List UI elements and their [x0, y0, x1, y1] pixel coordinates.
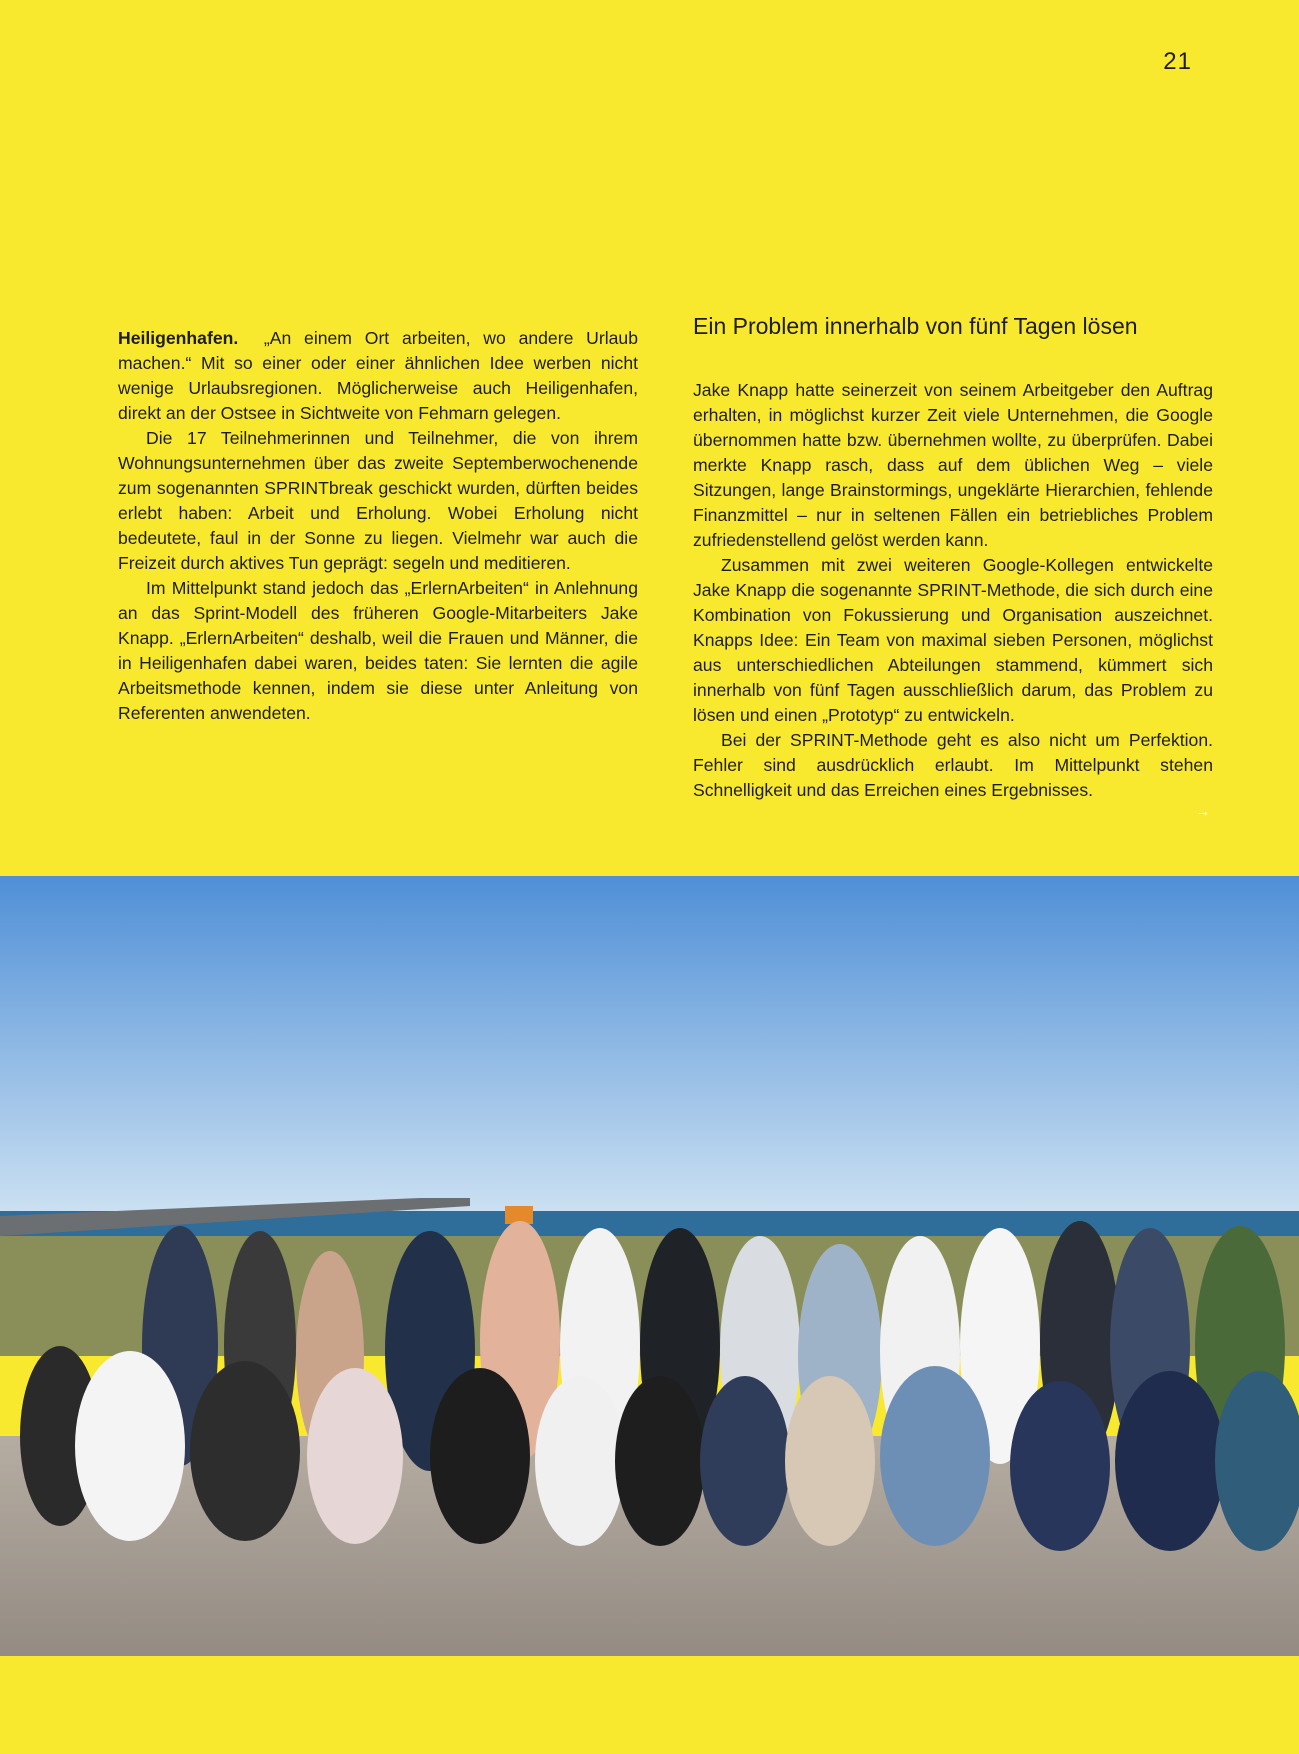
group-photo: [0, 876, 1299, 1656]
continue-arrow-icon: →: [1196, 803, 1210, 819]
paragraph: Bei der SPRINT-Methode geht es also nicht um Perfektion. Fehler sind ausdrücklich erlaubt. Im Mittelpunkt stehen Schnelligkeit und das Erreichen eines Ergebnisses.: [693, 730, 1213, 800]
paragraph: Im Mittelpunkt stand jedoch das „ErlernArbeiten“ in Anlehnung an das Sprint-Modell des früheren Google-Mitarbeiters Jake Knapp. „ErlernArbeiten“ deshalb, weil die Frauen und Männer, die in Heiligenhafen dabei waren, beides taten: Sie lernten die agile Arbeitsmethode kennen, indem sie diese unter Anleitung von Referenten anwendeten.: [118, 578, 638, 723]
paragraph: Jake Knapp hatte seinerzeit von seinem Arbeitgeber den Auftrag erhalten, in möglichst kurzer Zeit viele Unternehmen, die Google übernommen hatte bzw. übernehmen wollte, zu überprüfen. Dabei merkte Knapp rasch, dass auf dem üblichen Weg – viele Sitzungen, lange Brainstormings, ungeklärte Hierarchien, fehlende Finanzmittel – nur in seltenen Fällen ein betriebliches Problem zufriedenstellend gelöst werden kann.: [693, 380, 1213, 550]
paragraph: Zusammen mit zwei weiteren Google-Kollegen entwickelte Jake Knapp die sogenannte SPRINT-Methode, die sich durch eine Kombination von Fokussierung und Organisation auszeichnet. Knapps Idee: Ein Team von maximal sieben Personen, möglichst aus unterschiedlichen Abteilungen stammend, kümmert sich innerhalb von fünf Tagen ausschließlich darum, das Problem zu lösen und einen „Prototyp“ zu entwickeln.: [693, 555, 1213, 725]
left-column: [118, 326, 638, 726]
paragraph: Die 17 Teilnehmerinnen und Teilnehmer, die von ihrem Wohnungsunternehmen über das zweite Septemberwochenende zum sogenannten SPRINTbreak geschickt wurden, dürften beides erlebt haben: Arbeit und Erholung. Wobei Erholung nicht bedeutete, faul in der Sonne zu liegen. Vielmehr war auch die Freizeit durch aktives Tun geprägt: segeln und meditieren.: [118, 428, 638, 573]
intro-paragraph: [118, 326, 638, 426]
section-heading: Ein Problem innerhalb von fünf Tagen lösen: [693, 313, 1138, 339]
intro-text: „An einem Ort arbeiten, wo andere Urlaub machen.“ Mit so einer oder einer ähnlichen Idee werben nicht wenige Urlaubsregionen. Möglicherweise auch Heiligenhafen, direkt an der Ostsee in Sichtweite von Fehmarn gelegen.: [118, 328, 638, 423]
page-number: 21: [1163, 48, 1192, 75]
sky: [0, 876, 1299, 1236]
lead-word: Heiligenhafen.: [118, 328, 239, 348]
right-column: [693, 378, 1213, 803]
